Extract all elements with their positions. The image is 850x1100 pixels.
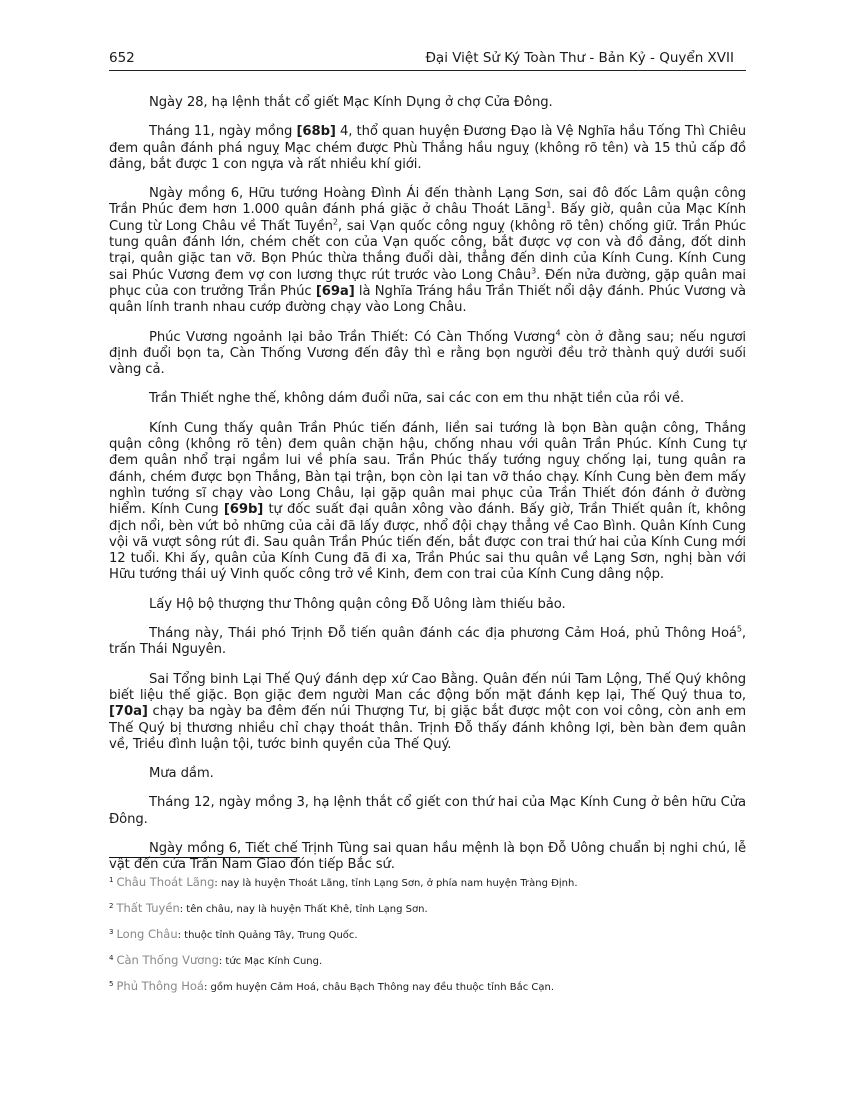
paragraph-9: Sai Tổng binh Lại Thế Quý đánh dẹp xứ Cao Bằng. Quân đến núi Tam Lộng, Thế Quý không biết liệu thế giặc. Bọn giặc đem người Man các động bốn mặt đánh kẹp lại, Thế Quý thua to, [70a] chạy ba ngày ba đêm đến núi Thượng Tư, bị giặc bắt được một con voi công, còn anh em Thế Quý bị thương nhiều chỉ chạy thoát thân. Trịnh Đỗ thấy đánh không lợi, bèn bàn đem quân về, Triều đình luận tội, tước binh quyền của Thế Quý. — [109, 671, 746, 752]
footnote-ref-1[interactable]: 1 — [546, 201, 552, 211]
paragraph-6: Kính Cung thấy quân Trần Phúc tiến đánh, liền sai tướng là bọn Bàn quận công, Thắng quận công (không rõ tên) đem quân chặn hậu, chống nhau với quân Trần Phúc. Kính Cung tự đem quân nhổ trại ngầm lui về phía sau. Trần Phúc thấy tướng nguỵ chống lại, tung quân ra đánh, chém được bọn Thắng, Bàn tại trận, bọn còn lại tan vỡ tháo chạy. Kính Cung bèn đem mấy nghìn tướng sĩ chạy vào Long Châu, lại gặp quân mai phục của Trần Thiết đón đánh ở đường hiểm. Kính Cung [69b] tự đốc suất đại quân xông vào đánh. Bấy giờ, Trần Thiết quân ít, không địch nổi, bèn vứt bỏ những của cải đã lấy được, nhổ đội chạy thẳng về Cao Bình. Quân Kính Cung vội vã vượt sông rút đi. Sau quân Trần Phúc tiến đến, bắt được con trai thứ hai của Kính Cung mới 12 tuổi. Khi ấy, quân của Kính Cung đã đi xa, Trần Phúc sai thu quân về Lạng Sơn, nghị bàn với Hữu tướng thái uý Vinh quốc công trở về Kinh, đem con trai của Kính Cung dâng nộp. — [109, 420, 747, 583]
body-text — [109, 95, 746, 887]
footnote-ref-5[interactable]: 5 — [736, 624, 742, 634]
footnote-3: $^3$ Long Châu: thuộc tỉnh Quảng Tây, Trung Quốc. — [109, 927, 358, 941]
paragraph-12: Ngày mồng 6, Tiết chế Trịnh Tùng sai quan hầu mệnh là bọn Đỗ Uông chuẩn bị nghi chú, lễ vật đến cửa Trấn Nam Giao đón tiếp Bắc sứ. — [109, 840, 746, 873]
paragraph-3: Ngày mồng 6, Hữu tướng Hoàng Đình Ái đến thành Lạng Sơn, sai đô đốc Lâm quận công Trần Phúc đem hơn 1.000 quân đánh phá giặc ở châu Thoát Lãng$^1$. Bấy giờ, quân của Mạc Kính Cung từ Long Châu về Thất Tuyền$^2$, sai Vạn quốc công nguỵ (không rõ tên) chống giữ. Trần Phúc tung quân đánh lớn, chém chết con của Vạn quốc công, bắt được vợ con và đồ đảng, đốt dinh trại, quân giặc tan vỡ. Bọn Phúc thừa thắng đuổi dài, thẳng đến dinh của Kính Cung. Kính Cung sai Phúc Vương đem vợ con lương thực rút trước vào Long Châu$^3$. Đến nửa đường, gặp quân mai phục của con trưởng Trần Phúc [69a] là Nghĩa Tráng hầu Trần Thiết nổi dậy đánh. Phúc Vương và quân lính tranh nhau cướp đường chạy vào Long Châu. — [109, 186, 747, 316]
page-ref: [70a] — [109, 704, 148, 720]
page-ref: [68b] — [296, 124, 336, 140]
footnote-2: $^2$ Thất Tuyền: tên châu, nay là huyện Thất Khê, tỉnh Lạng Sơn. — [109, 901, 428, 915]
page-ref: [69a] — [315, 283, 355, 299]
paragraph-10: Mưa dầm. — [149, 766, 214, 782]
page-number: 652 — [109, 50, 135, 66]
footnote-separator — [109, 857, 300, 858]
paragraph-5: Trần Thiết nghe thế, không dám đuổi nữa, sai các con em thu nhặt tiền của rồi về. — [149, 391, 685, 407]
page-header — [109, 50, 746, 70]
footnote-5: $^5$ Phủ Thông Hoá: gồm huyện Cảm Hoá, châu Bạch Thông nay đều thuộc tỉnh Bắc Cạn. — [109, 979, 555, 993]
page-ref: [69b] — [223, 502, 264, 518]
paragraph-1: Ngày 28, hạ lệnh thắt cổ giết Mạc Kính Dụng ở chợ Cửa Đông. — [149, 95, 553, 110]
paragraph-11: Tháng 12, ngày mồng 3, hạ lệnh thắt cổ giết con thứ hai của Mạc Kính Cung ở bên hữu Cửa Đông. — [109, 795, 746, 827]
paragraph-8: Tháng này, Thái phó Trịnh Đỗ tiến quân đánh các địa phương Cảm Hoá, phủ Thông Hoá$^5$, trấn Thái Nguyên. — [109, 624, 746, 658]
running-title: Đại Việt Sử Ký Toàn Thư - Bản Kỷ - Quyển XVII — [425, 50, 734, 66]
header-rule — [109, 70, 746, 71]
footnote-1: $^1$ Châu Thoát Lãng: nay là huyện Thoát Lãng, tỉnh Lạng Sơn, ở phía nam huyện Tràng Định. — [109, 875, 578, 889]
footnote-ref-4[interactable]: 4 — [555, 328, 561, 338]
footnotes — [109, 876, 746, 1006]
paragraph-4: Phúc Vương ngoảnh lại bảo Trần Thiết: Có Càn Thống Vương$^4$ còn ở đằng sau; nếu ngươi định đuổi bọn ta, Càn Thống Vương đến đây thì e rằng bọn người đều trở thành quỷ dưới suối vàng cả. — [109, 328, 746, 378]
footnote-ref-2[interactable]: 2 — [332, 217, 338, 227]
paragraph-7: Lấy Hộ bộ thượng thư Thông quận công Đỗ Uông làm thiếu bảo. — [149, 596, 566, 612]
footnote-ref-3[interactable]: 3 — [531, 266, 537, 276]
footnote-4: $^4$ Càn Thống Vương: tức Mạc Kính Cung. — [109, 953, 323, 967]
paragraph-2: Tháng 11, ngày mồng [68b] 4, thổ quan huyện Đương Đạo là Vệ Nghĩa hầu Tống Thì Chiêu đem quân đánh phá nguỵ Mạc chém được Phù Thắng hầu nguỵ (không rõ tên) và 15 thủ cấp đồ đảng, bắt được 1 con ngựa và rất nhiều khí giới. — [109, 124, 746, 172]
